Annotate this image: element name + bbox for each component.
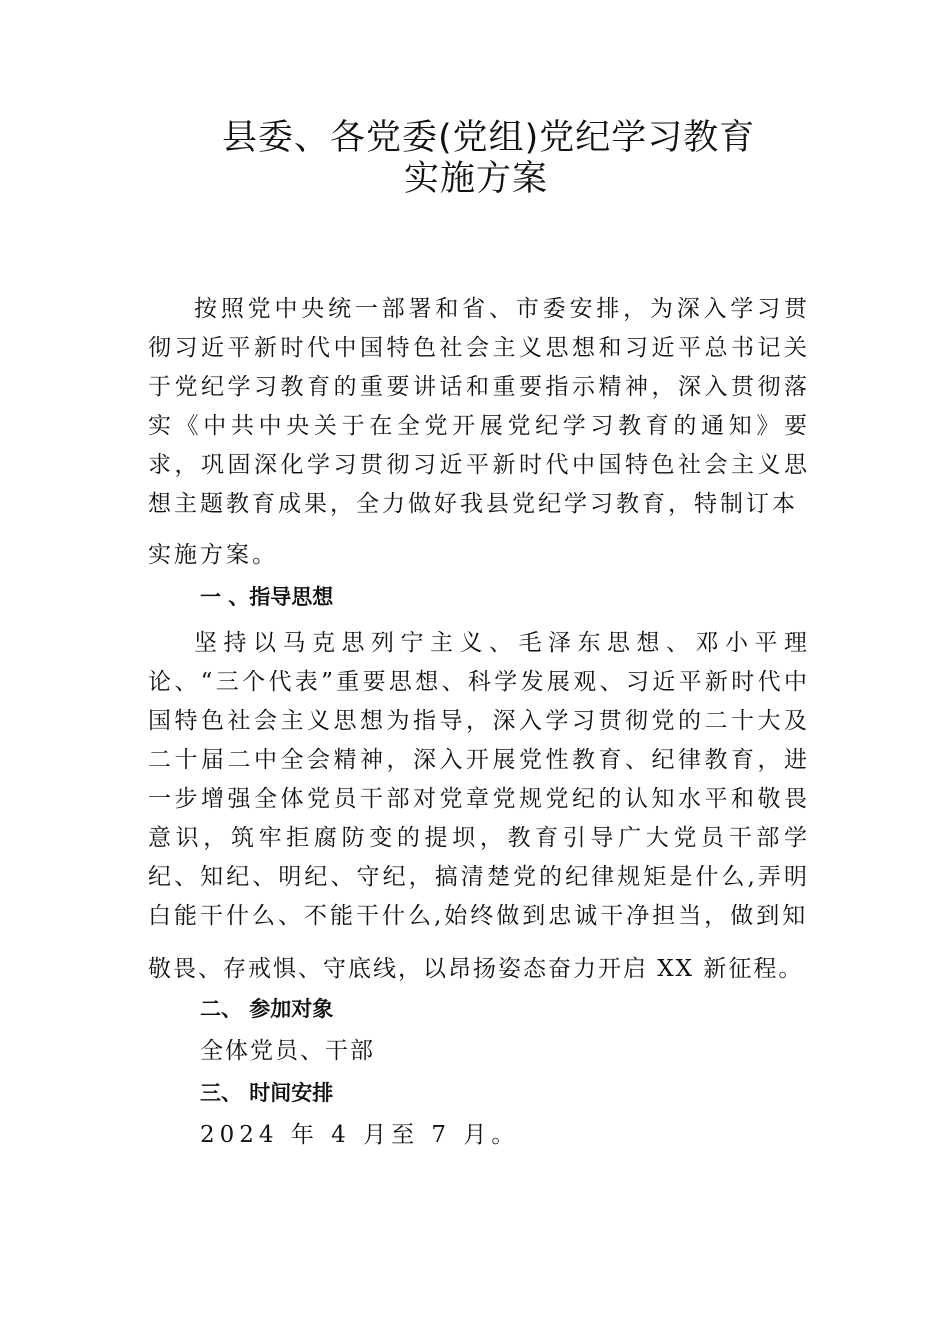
schedule-text: 2024 年 4 月至 7 月。 (200, 1122, 520, 1148)
document-title-line-2: 实施方案 (404, 159, 549, 199)
intro-paragraph: 按照党中央统一部署和省、市委安排，为深入学习贯彻习近平新时代中国特色社会主义思想和习近平总书记关于党纪学习教育的重要讲话和重要指示精神，深入贯彻落实《中共中央关于在全党开展党纪学习教育的通知》要求，巩固深化学习贯彻习近平新时代中国特色社会主义思想主题教育成果，全力做好我县党纪学习教育，特制订本 (148, 296, 810, 517)
guiding-ideology-paragraph: 坚持以马克思列宁主义、毛泽东思想、邓小平理论、“三个代表”重要思想、科学发展观、习近平新时代中国特色社会主义思想为指导，深入学习贯彻党的二十大及二十届二中全会精神，深入开展党性教育、纪律教育，进一步增强全体党员干部对党章党规党纪的认知水平和敬畏意识，筑牢拒腐防变的提坝，教育引导广大党员干部学纪、知纪、明纪、守纪，搞清楚党的纪律规矩是什么,弄明白能干什么、不能干什么,始终做到忠诚干净担当，做到知 (148, 630, 810, 929)
intro-paragraph-tail: 实施方案。 (148, 542, 278, 568)
section-heading-participants: 二、 参加对象 (200, 997, 334, 1021)
participants-text: 全体党员、干部 (200, 1038, 375, 1064)
section-heading-schedule: 三、 时间安排 (200, 1081, 334, 1105)
section-heading-guiding-ideology: 一 、指导思想 (200, 585, 334, 609)
guiding-ideology-paragraph-tail: 敬畏、存戒惧、守底线，以昂扬姿态奋力开启 XX 新征程。 (148, 956, 804, 982)
document-title-line-1: 县委、各党委(党组)党纪学习教育 (222, 118, 756, 158)
